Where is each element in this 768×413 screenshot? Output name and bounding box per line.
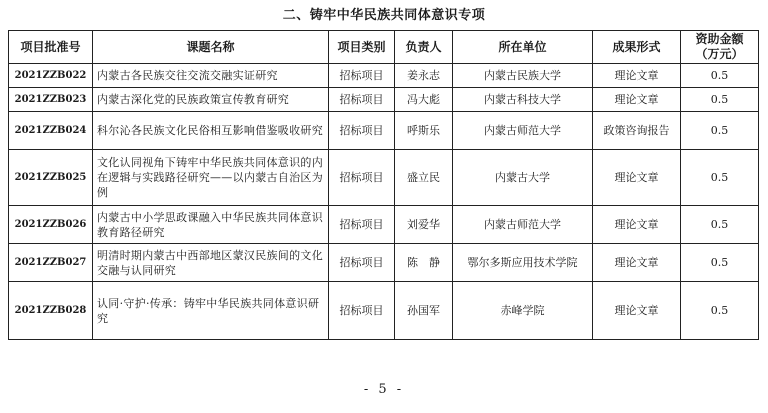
table-row	[9, 64, 759, 88]
cell-category: 招标项目	[329, 282, 395, 340]
cell-funding: 0.5	[681, 88, 759, 112]
cell-funding: 0.5	[681, 150, 759, 206]
page-number: - 5 -	[363, 382, 405, 397]
cell-category: 招标项目	[329, 88, 395, 112]
cell-leader: 刘爱华	[395, 206, 453, 244]
cell-output: 理论文章	[593, 88, 681, 112]
cell-unit: 内蒙古师范大学	[453, 206, 593, 244]
cell-id: 2021ZZB028	[9, 282, 93, 340]
cell-title: 内蒙古各民族交往交流交融实证研究	[93, 64, 329, 88]
cell-funding: 0.5	[681, 112, 759, 150]
cell-category: 招标项目	[329, 112, 395, 150]
cell-category: 招标项目	[329, 150, 395, 206]
table-row	[9, 244, 759, 282]
cell-title: 内蒙古中小学思政课融入中华民族共同体意识教育路径研究	[93, 206, 329, 244]
cell-funding: 0.5	[681, 244, 759, 282]
cell-output: 理论文章	[593, 64, 681, 88]
cell-leader: 姜永志	[395, 64, 453, 88]
header-category: 项目类别	[329, 31, 395, 64]
cell-category: 招标项目	[329, 206, 395, 244]
cell-output: 理论文章	[593, 244, 681, 282]
cell-leader: 孙国军	[395, 282, 453, 340]
cell-id: 2021ZZB024	[9, 112, 93, 150]
cell-funding: 0.5	[681, 282, 759, 340]
cell-leader: 冯大彪	[395, 88, 453, 112]
header-output: 成果形式	[593, 31, 681, 64]
cell-id: 2021ZZB027	[9, 244, 93, 282]
cell-title: 明清时期内蒙古中西部地区蒙汉民族间的文化交融与认同研究	[93, 244, 329, 282]
cell-title: 认同·守护·传承：铸牢中华民族共同体意识研究	[93, 282, 329, 340]
cell-id: 2021ZZB026	[9, 206, 93, 244]
cell-unit: 鄂尔多斯应用技术学院	[453, 244, 593, 282]
header-leader: 负责人	[395, 31, 453, 64]
header-id: 项目批准号	[9, 31, 93, 64]
table-row	[9, 150, 759, 206]
table-row	[9, 206, 759, 244]
header-title: 课题名称	[93, 31, 329, 64]
cell-unit: 内蒙古民族大学	[453, 64, 593, 88]
cell-id: 2021ZZB023	[9, 88, 93, 112]
cell-unit: 内蒙古大学	[453, 150, 593, 206]
cell-unit: 内蒙古师范大学	[453, 112, 593, 150]
table-header-row	[9, 31, 759, 64]
cell-leader: 盛立民	[395, 150, 453, 206]
cell-unit: 赤峰学院	[453, 282, 593, 340]
cell-leader: 陈 静	[395, 244, 453, 282]
table-row	[9, 282, 759, 340]
cell-funding: 0.5	[681, 206, 759, 244]
cell-title: 文化认同视角下铸牢中华民族共同体意识的内在逻辑与实践路径研究——以内蒙古自治区为例	[93, 150, 329, 206]
cell-title: 科尔沁各民族文化民俗相互影响借鉴吸收研究	[93, 112, 329, 150]
cell-category: 招标项目	[329, 244, 395, 282]
cell-id: 2021ZZB022	[9, 64, 93, 88]
section-title: 二、铸牢中华民族共同体意识专项	[282, 8, 486, 23]
table-row	[9, 112, 759, 150]
projects-table	[8, 30, 759, 340]
cell-id: 2021ZZB025	[9, 150, 93, 206]
cell-category: 招标项目	[329, 64, 395, 88]
cell-output: 理论文章	[593, 206, 681, 244]
cell-funding: 0.5	[681, 64, 759, 88]
header-unit: 所在单位	[453, 31, 593, 64]
cell-leader: 呼斯乐	[395, 112, 453, 150]
table-row	[9, 88, 759, 112]
cell-output: 理论文章	[593, 150, 681, 206]
header-funding: 资助金额（万元）	[681, 31, 759, 64]
cell-title: 内蒙古深化党的民族政策宣传教育研究	[93, 88, 329, 112]
cell-output: 政策咨询报告	[593, 112, 681, 150]
cell-output: 理论文章	[593, 282, 681, 340]
cell-unit: 内蒙古科技大学	[453, 88, 593, 112]
